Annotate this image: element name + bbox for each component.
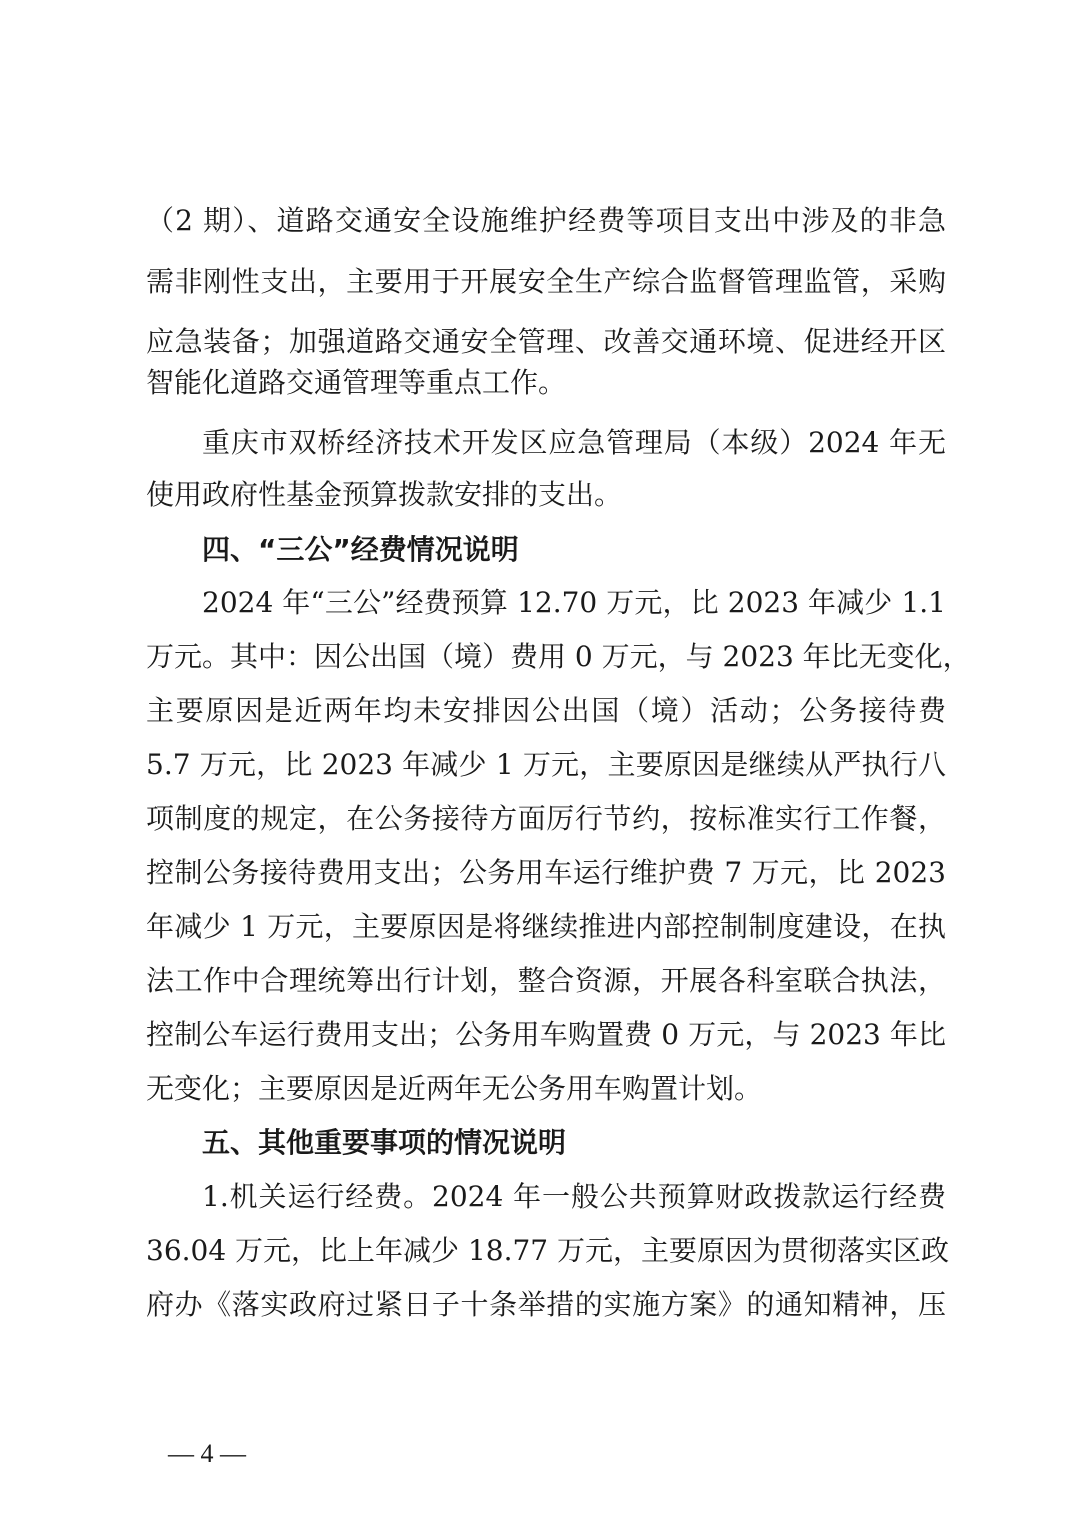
text-line: 36.04 万元，比上年减少 18.77 万元，主要原因为贯彻落实区政 (146, 1234, 950, 1267)
text-line: 2024 年“三公”经费预算 12.70 万元，比 2023 年减少 1.1 (202, 586, 946, 619)
text-line: 控制公务接待费用支出；公务用车运行维护费 7 万元，比 2023 (146, 856, 946, 889)
text-line: 需非刚性支出，主要用于开展安全生产综合监督管理监管，采购 (146, 265, 946, 298)
text-line: 法工作中合理统筹出行计划，整合资源，开展各科室联合执法， (146, 964, 946, 997)
text-line: 府办《落实政府过紧日子十条举措的实施方案》的通知精神，压 (146, 1288, 946, 1321)
text-line: 5.7 万元，比 2023 年减少 1 万元，主要原因是继续从严执行八 (146, 748, 946, 781)
text-line: 主要原因是近两年均未安排因公出国（境）活动；公务接待费 (146, 694, 946, 727)
text-line: 智能化道路交通管理等重点工作。 (146, 366, 567, 399)
text-line: 使用政府性基金预算拨款安排的支出。 (146, 478, 623, 511)
text-line: 控制公车运行费用支出；公务用车购置费 0 万元，与 2023 年比 (146, 1018, 946, 1051)
text-line: 项制度的规定，在公务接待方面厉行节约，按标准实行工作餐， (146, 802, 946, 835)
text-line: 万元。其中：因公出国（境）费用 0 万元，与 2023 年比无变化， (146, 640, 971, 673)
page-number: — 4 — (168, 1439, 246, 1468)
section-heading: 四、“三公”经费情况说明 (202, 533, 519, 566)
text-line: 重庆市双桥经济技术开发区应急管理局（本级）2024 年无 (202, 426, 946, 459)
text-line: 1.机关运行经费。2024 年一般公共预算财政拨款运行经费 (202, 1180, 946, 1213)
text-line: 年减少 1 万元，主要原因是将继续推进内部控制制度建设，在执 (146, 910, 946, 943)
text-line: （2 期）、道路交通安全设施维护经费等项目支出中涉及的非急 (146, 204, 946, 237)
section-heading: 五、其他重要事项的情况说明 (202, 1126, 567, 1159)
text-line: 应急装备；加强道路交通安全管理、改善交通环境、促进经开区 (146, 325, 946, 358)
text-line: 无变化；主要原因是近两年无公务用车购置计划。 (146, 1072, 763, 1105)
